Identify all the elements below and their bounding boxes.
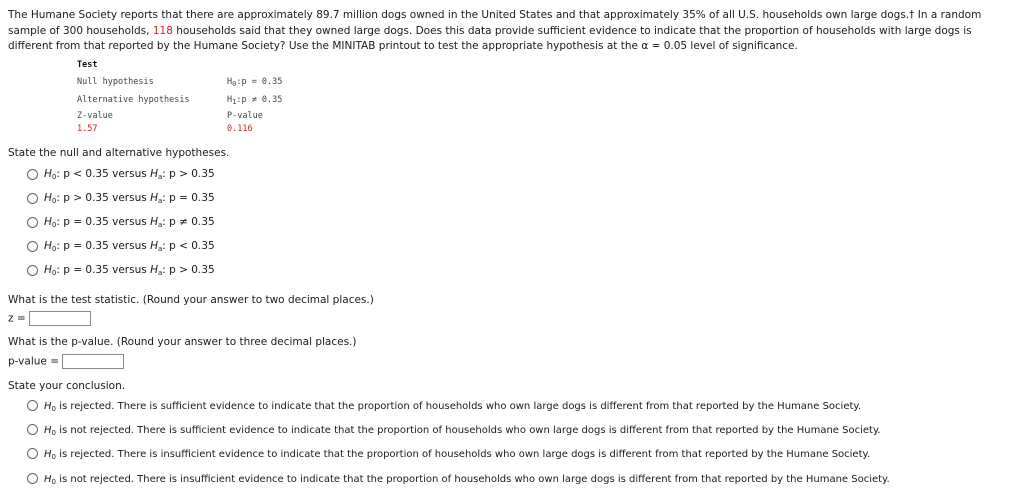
p-value-input[interactable] xyxy=(62,354,124,369)
p-value-label: p-value = xyxy=(8,355,59,368)
sample-count: 118 xyxy=(152,24,173,37)
conclusion-label: $H_0$ is not rejected. There is insufficient evidence to indicate that the proportion of households who own large dogs is different from that reported by the Humane Society. xyxy=(44,474,890,486)
hypothesis-label: $H_0$: p = 0.35 versus $H_a$: p < 0.35 xyxy=(44,240,215,253)
z-value-label: Z-value xyxy=(77,111,113,121)
alt-hypothesis-label: Alternative hypothesis xyxy=(77,95,190,105)
hypothesis-option[interactable] xyxy=(27,191,215,205)
footnote-dagger[interactable]: † xyxy=(909,9,915,21)
hypothesis-label: $H_0$: p = 0.35 versus $H_a$: p ≠ 0.35 xyxy=(44,216,215,229)
hypothesis-label: $H_0$: p < 0.35 versus $H_a$: p > 0.35 xyxy=(44,168,215,181)
hypothesis-label: $H_0$: p > 0.35 versus $H_a$: p = 0.35 xyxy=(44,192,215,205)
minitab-title: Test xyxy=(77,60,98,70)
radio-button[interactable] xyxy=(27,400,38,411)
hypothesis-option[interactable] xyxy=(27,263,215,277)
hypothesis-option[interactable] xyxy=(27,167,215,181)
radio-button[interactable] xyxy=(27,448,38,459)
p-value-answer-row xyxy=(8,354,124,369)
radio-button[interactable] xyxy=(27,217,38,228)
intro-text-4: = 0.05 level of significance. xyxy=(648,40,798,52)
problem-statement xyxy=(8,8,1008,55)
conclusion-option[interactable] xyxy=(27,424,881,438)
z-input[interactable] xyxy=(29,311,91,326)
conclusion-option[interactable] xyxy=(27,400,861,414)
conclusion-label: $H_0$ is not rejected. There is sufficient evidence to indicate that the proportion of households who own large dogs is different from that reported by the Humane Society. xyxy=(44,425,881,437)
alt-hypothesis-value: $H_1:p \ne 0.35$ xyxy=(227,95,283,106)
q3-prompt: What is the p-value. (Round your answer to three decimal places.) xyxy=(8,336,357,348)
radio-button[interactable] xyxy=(27,265,38,276)
intro-text-1: The Humane Society reports that there are approximately 89.7 million dogs owned in the United States and that approximately 35% of all U.S. households own large dogs. xyxy=(8,9,910,21)
conclusion-label: $H_0$ is rejected. There is sufficient evidence to indicate that the proportion of households who own large dogs is different from that reported by the Humane Society. xyxy=(44,401,862,413)
p-value: 0.116 xyxy=(227,124,253,134)
z-value: 1.57 xyxy=(77,124,98,134)
intro-text-3: households said that they owned large dogs. Does this data provide sufficient evidence to indicate that the proportion of households with large dogs is different from that reported by the Humane Society? Use the MINITAB printout to test the appropriate hypothesis at the xyxy=(8,24,972,52)
conclusion-option[interactable] xyxy=(27,448,870,462)
z-answer-row xyxy=(8,311,91,326)
radio-button[interactable] xyxy=(27,241,38,252)
conclusion-label: $H_0$ is rejected. There is insufficient evidence to indicate that the proportion of households who own large dogs is different from that reported by the Humane Society. xyxy=(44,449,871,461)
q4-prompt: State your conclusion. xyxy=(8,380,126,392)
conclusion-option[interactable] xyxy=(27,473,890,487)
p-value-label: P-value xyxy=(227,111,263,121)
hypothesis-label: $H_0$: p = 0.35 versus $H_a$: p > 0.35 xyxy=(44,264,215,277)
hypothesis-option[interactable] xyxy=(27,215,215,229)
radio-button[interactable] xyxy=(27,473,38,484)
radio-button[interactable] xyxy=(27,424,38,435)
q1-prompt: State the null and alternative hypotheses. xyxy=(8,147,230,159)
intro-text-2: In a random sample of 300 households, xyxy=(8,9,982,37)
alpha-symbol: α xyxy=(641,40,649,52)
radio-button[interactable] xyxy=(27,169,38,180)
null-hypothesis-label: Null hypothesis xyxy=(77,77,154,87)
hypothesis-option[interactable] xyxy=(27,239,215,253)
z-label: z = xyxy=(8,312,26,325)
radio-button[interactable] xyxy=(27,193,38,204)
null-hypothesis-value: $H_0:p = 0.35$ xyxy=(227,77,283,88)
q2-prompt: What is the test statistic. (Round your answer to two decimal places.) xyxy=(8,294,374,306)
